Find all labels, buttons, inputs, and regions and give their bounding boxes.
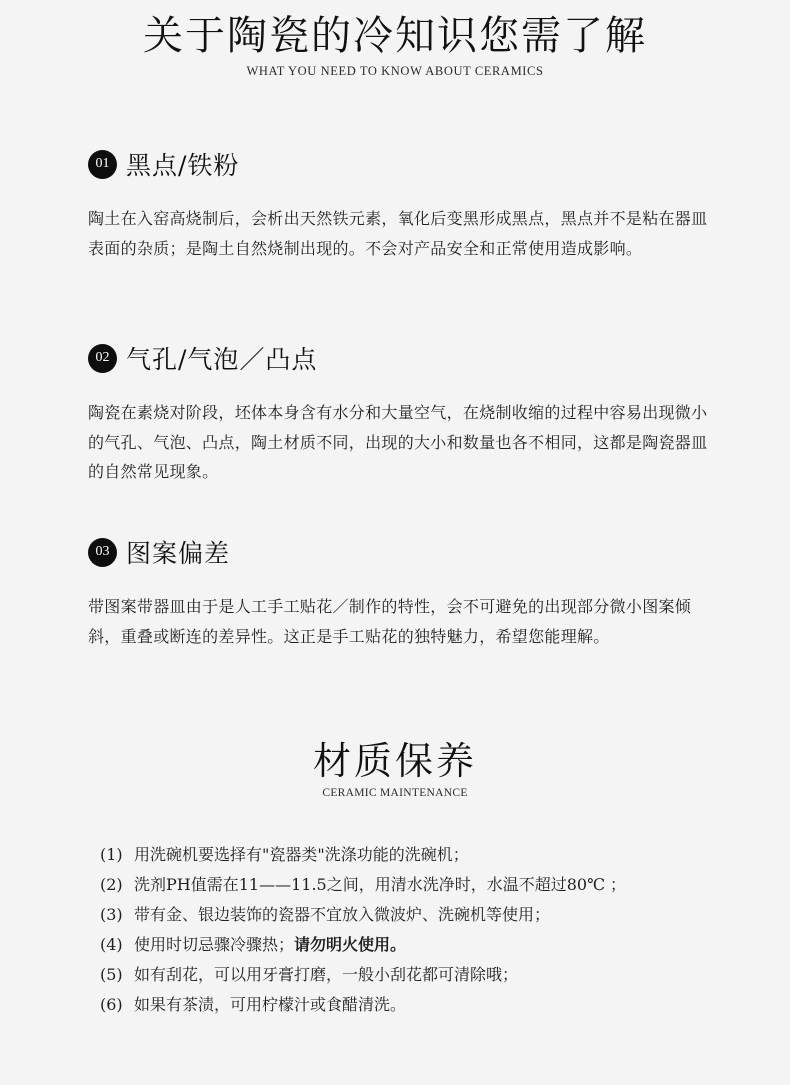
section-body: 陶瓷在素烧对阶段，坯体本身含有水分和大量空气，在烧制收缩的过程中容易出现微小的气孔、气泡、凸点，陶土材质不同，出现的大小和数量也各不相同，这都是陶瓷器皿的自然常见现象。 — [88, 403, 708, 481]
list-item — [100, 960, 720, 990]
section-header — [88, 146, 708, 182]
page-subtitle: WHAT YOU NEED TO KNOW ABOUT CERAMICS — [246, 64, 544, 78]
page-title: 关于陶瓷的冷知识您需了解 — [143, 13, 647, 59]
section-title: 气孔/气泡／凸点 — [126, 345, 318, 374]
section-title: 黑点/铁粉 — [126, 151, 240, 180]
list-item-number: (1) — [100, 845, 123, 864]
list-item — [100, 900, 720, 930]
list-item — [100, 840, 720, 870]
section-number-badge: 02 — [88, 344, 117, 373]
list-item-text: 使用时切忌骤冷骤热； — [134, 935, 295, 954]
section-pattern-deviation — [88, 534, 708, 651]
list-item — [100, 990, 720, 1020]
maintenance-list — [100, 840, 720, 1020]
section-header — [88, 340, 708, 376]
list-item-text: 带有金、银边装饰的瓷器不宜放入微波炉、洗碗机等使用； — [134, 905, 551, 924]
list-item-number: (6) — [100, 995, 123, 1014]
list-item-text: 用洗碗机要选择有"瓷器类"洗涤功能的洗碗机； — [134, 845, 469, 864]
section-number-badge: 03 — [88, 538, 117, 567]
list-item — [100, 930, 720, 960]
section-pores-bubbles — [88, 340, 708, 487]
list-item-text: 如果有茶渍，可用柠檬汁或食醋清洗。 — [134, 995, 407, 1014]
section-body: 带图案带器皿由于是人工手工贴花／制作的特性，会不可避免的出现部分微小图案倾斜，重叠或断连的差异性。这正是手工贴花的独特魅力，希望您能理解。 — [88, 597, 692, 646]
section-black-spots — [88, 146, 708, 263]
maintenance-subtitle: CERAMIC MAINTENANCE — [322, 787, 468, 799]
list-item-number: (5) — [100, 965, 123, 984]
list-item-text: 洗剂PH值需在11——11.5之间，用清水洗净时，水温不超过80℃ ； — [134, 875, 627, 894]
list-item-number: (3) — [100, 905, 123, 924]
maintenance-title: 材质保养 — [312, 739, 477, 783]
list-item-text: 如有刮花，可以用牙膏打磨，一般小刮花都可清除哦； — [134, 965, 519, 984]
section-number-badge: 01 — [88, 150, 117, 179]
section-header — [88, 534, 708, 570]
list-item-number: (2) — [100, 875, 123, 894]
section-title: 图案偏差 — [126, 539, 231, 568]
list-item-emphasis: 请勿明火使用。 — [294, 935, 407, 954]
list-item-number: (4) — [100, 935, 123, 954]
section-body: 陶土在入窑高烧制后，会析出天然铁元素，氧化后变黑形成黑点，黑点并不是粘在器皿表面的杂质；是陶土自然烧制出现的。不会对产品安全和正常使用造成影响。 — [88, 209, 708, 258]
list-item — [100, 870, 720, 900]
